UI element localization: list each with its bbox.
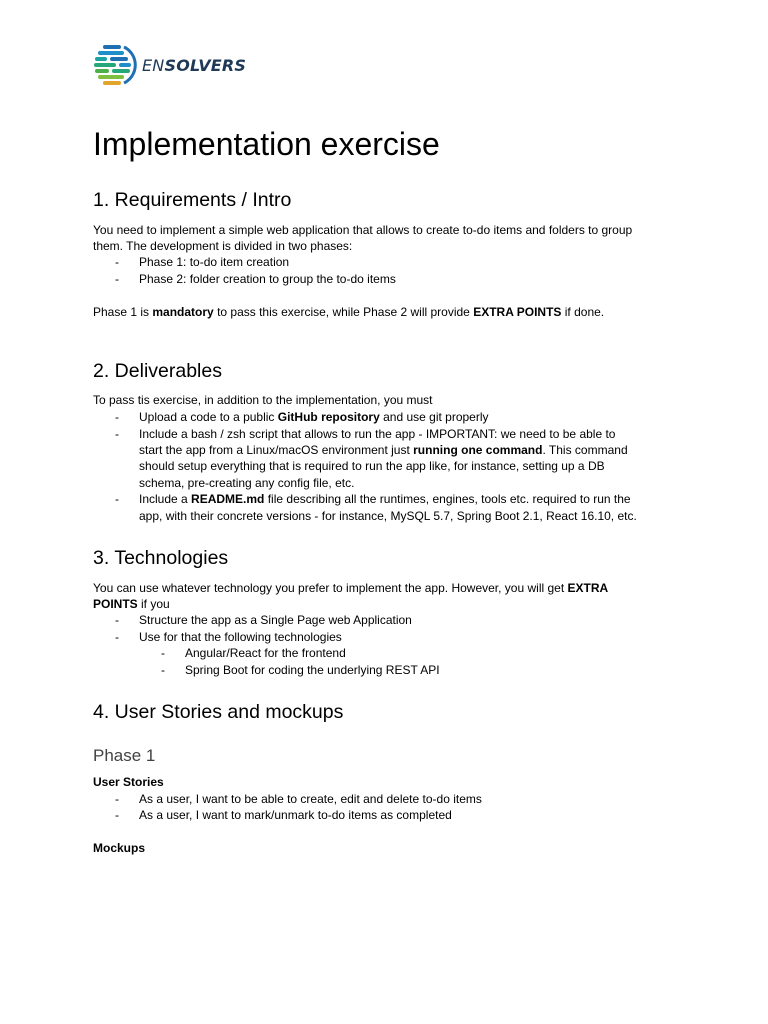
list-item: - As a user, I want to mark/unmark to-do items as completed xyxy=(115,808,452,822)
section-heading-deliverables: 2. Deliverables xyxy=(93,360,222,382)
list-item: - Phase 2: folder creation to group the to-do items xyxy=(115,272,396,286)
s1-intro-line2: them. The development is divided in two phases: xyxy=(93,239,353,253)
sub-list-item: - Angular/React for the frontend xyxy=(161,646,346,660)
section-heading-requirements: 1. Requirements / Intro xyxy=(93,189,292,211)
list-item: - As a user, I want to be able to create, edit and delete to-do items xyxy=(115,792,482,806)
list-item: - Include a bash / zsh script that allows to run the app - IMPORTANT: we need to be able to xyxy=(115,427,616,441)
section-heading-technologies: 3. Technologies xyxy=(93,547,229,569)
list-item: - Phase 1: to-do item creation xyxy=(115,255,290,269)
list-item: - Include a README.md file describing all the runtimes, engines, tools etc. required to run the xyxy=(115,492,631,506)
s2-intro: To pass tis exercise, in addition to the implementation, you must xyxy=(93,393,433,407)
phase-1-heading: Phase 1 xyxy=(93,746,156,765)
user-stories-label: User Stories xyxy=(93,775,164,789)
list-item: - Structure the app as a Single Page web Application xyxy=(115,613,412,627)
s1-mandatory-paragraph: Phase 1 is mandatory to pass this exercise, while Phase 2 will provide EXTRA POINTS if done. xyxy=(93,305,605,319)
s3-intro-line1: You can use whatever technology you prefer to implement the app. However, you will get EXTRA xyxy=(93,581,609,595)
ensolvers-logo xyxy=(93,43,246,87)
page-title: Implementation exercise xyxy=(93,126,440,162)
mockups-label: Mockups xyxy=(93,841,146,855)
list-item-continuation: schema, pre-creating any config file, etc. xyxy=(139,476,355,490)
list-item-continuation: app, with their concrete versions - for instance, MySQL 5.7, Spring Boot 2.1, React 16.10, etc. xyxy=(139,509,637,523)
s1-intro-line1: You need to implement a simple web application that allows to create to-do items and folders to group xyxy=(93,223,633,237)
sub-list-item: - Spring Boot for coding the underlying REST API xyxy=(161,663,440,677)
list-item: - Upload a code to a public GitHub repository and use git properly xyxy=(115,410,489,424)
list-item: - Use for that the following technologies xyxy=(115,630,342,644)
list-item-continuation: should setup everything that is required to run the app like, for instance, setting up a DB xyxy=(139,459,605,473)
ensolvers-wordmark: ENSOLVERS xyxy=(142,55,247,75)
s3-intro-line2: POINTS if you xyxy=(93,597,170,611)
ensolvers-logo-mark-icon xyxy=(93,43,139,87)
section-heading-user-stories: 4. User Stories and mockups xyxy=(93,701,344,723)
list-item-continuation: start the app from a Linux/macOS environment just running one command. This command xyxy=(139,443,628,457)
